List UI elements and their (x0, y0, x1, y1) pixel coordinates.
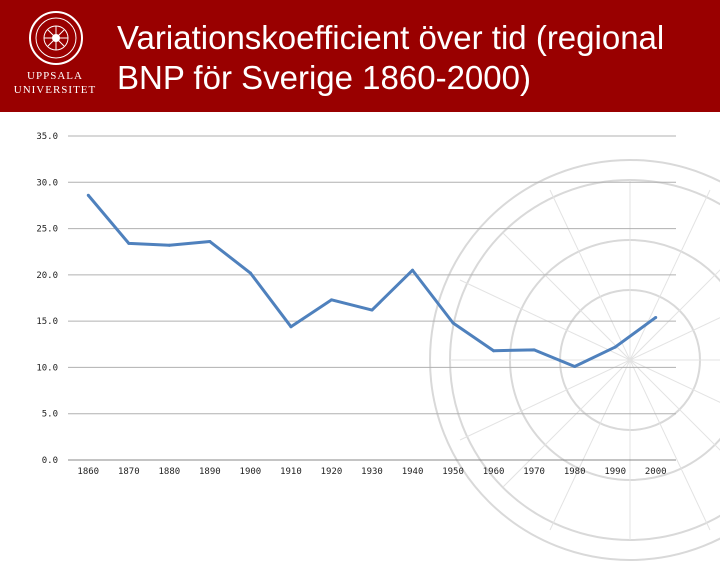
data-point (87, 194, 90, 197)
y-tick-label: 20.0 (36, 270, 58, 281)
grid-lines (68, 136, 676, 460)
data-point (208, 240, 211, 243)
x-tick-label: 2000 (644, 467, 667, 477)
x-tick-label: 1990 (604, 467, 627, 477)
data-point (168, 244, 171, 247)
x-axis-tick-labels (77, 467, 666, 477)
data-point (289, 325, 292, 328)
x-tick-label: 1940 (401, 467, 424, 477)
data-point (249, 272, 252, 275)
x-tick-label: 1930 (361, 467, 383, 477)
y-tick-label: 25.0 (36, 224, 58, 235)
series-line (87, 194, 657, 368)
data-point (533, 348, 536, 351)
x-tick-label: 1920 (320, 467, 343, 477)
data-point (654, 316, 657, 319)
logo-text-line1: UPPSALA (27, 70, 83, 82)
x-tick-label: 1860 (77, 467, 100, 477)
x-tick-label: 1870 (117, 467, 140, 477)
data-point (371, 309, 374, 312)
line-chart (0, 112, 720, 540)
data-point (452, 321, 455, 324)
data-point (127, 242, 130, 245)
x-tick-label: 1980 (563, 467, 586, 477)
data-point (411, 269, 414, 272)
x-tick-label: 1960 (482, 467, 505, 477)
x-tick-label: 1880 (158, 467, 181, 477)
data-point (330, 298, 333, 301)
data-point (573, 365, 576, 368)
university-seal-icon (28, 10, 84, 66)
logo-text-line2: UNIVERSITET (13, 84, 97, 96)
x-tick-label: 1970 (523, 467, 545, 477)
series-line-path (88, 195, 655, 366)
y-axis-tick-labels (36, 132, 58, 466)
y-tick-label: 15.0 (36, 317, 58, 328)
y-tick-label: 0.0 (41, 456, 58, 466)
y-tick-label: 5.0 (41, 409, 58, 420)
header-banner (0, 0, 720, 112)
x-tick-label: 1950 (442, 467, 464, 477)
x-tick-label: 1900 (239, 467, 262, 477)
y-tick-label: 10.0 (36, 363, 58, 374)
data-point (614, 346, 617, 349)
y-tick-label: 35.0 (36, 132, 58, 142)
data-point (492, 349, 495, 352)
x-tick-label: 1910 (280, 467, 302, 477)
slide-title: Variationskoefficient över tid (regional BNP för Sverige 1860-2000) (117, 19, 665, 96)
uppsala-university-logo (10, 10, 100, 102)
y-tick-label: 30.0 (36, 178, 58, 189)
x-tick-label: 1890 (199, 467, 221, 477)
